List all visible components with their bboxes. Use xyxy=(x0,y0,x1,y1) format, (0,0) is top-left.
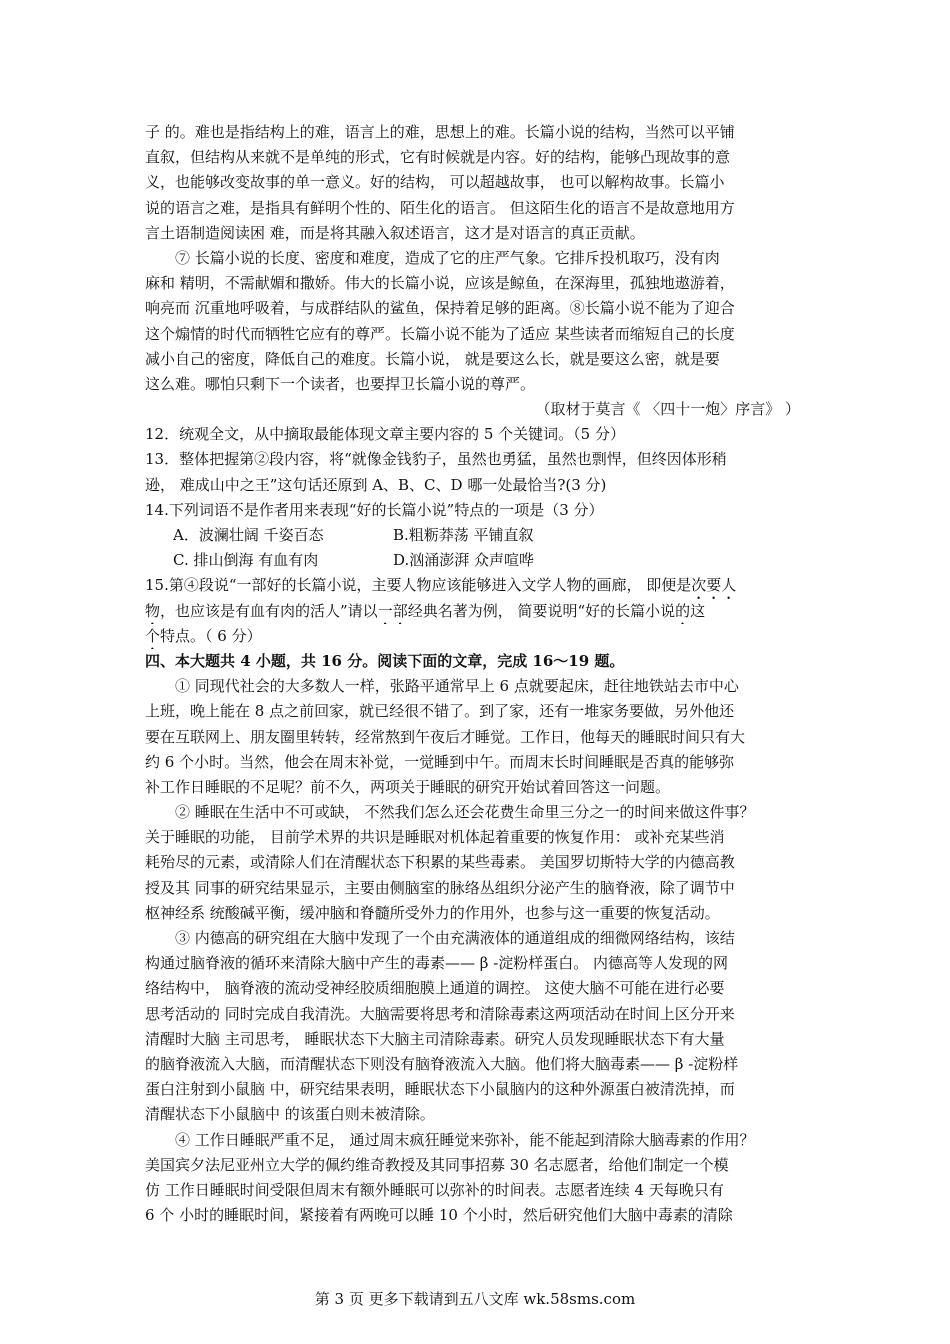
emphasized-text: 次要人 xyxy=(691,576,737,595)
option-b: B.粗粝莽荡 平铺直叙 xyxy=(393,526,534,544)
question-text: 逊， 难成山中之王”这句话还原到 A、B、C、D 哪一处最恰当?(3 分) xyxy=(145,475,607,494)
emphasized-text: 的 xyxy=(675,601,691,620)
text-line: 美国宾夕法尼亚州立大学的佩约维奇教授及其同事招募 30 名志愿者，给他们制定一个模 xyxy=(145,1155,729,1174)
emphasized-text: 个 xyxy=(145,626,161,645)
passage-continuation xyxy=(145,120,810,246)
question-text xyxy=(145,599,810,624)
text-line: 麻和 精明，不需献媚和撒娇。伟大的长篇小说，应该是鲸鱼，在深海里，孤独地遨游着， xyxy=(145,274,735,293)
section4-paragraph-4 xyxy=(145,1128,810,1229)
text-line: ① 同现代社会的大多数人一样，张路平通常早上 6 点就要起床，赶往地铁站去市中心 xyxy=(175,677,739,696)
section-heading: 四、本大题共 4 小题，共 16 分。阅读下面的文章，完成 16～19 题。 xyxy=(145,651,625,670)
page-footer: 第 3 页 更多下载请到五八文库 wk.58sms.com xyxy=(314,1290,636,1308)
question-text xyxy=(145,624,810,649)
text-line: 蛋白注射到小鼠脑 中，研究结果表明，睡眠状态下小鼠脑内的这种外源蛋白被清洗掉，而 xyxy=(145,1080,735,1099)
text-line: 6 个 小时的睡眠时间，紧接着有两晚可以睡 10 个小时，然后研究他们大脑中毒素的清除 xyxy=(145,1206,733,1225)
question-text-segment: ，也应该是有血有肉的活人”请以 xyxy=(160,601,378,620)
text-line: ⑦ 长篇小说的长度、密度和难度，造成了它的庄严气象。它排斥投机取巧，没有肉 xyxy=(175,248,720,267)
question-text-segment: 15.第④段说“一部好的长篇小说，主要人物应该能够进入文学人物的画廊， 即便是 xyxy=(145,576,692,595)
question-text-segment: 经典名著为例， 简要说明“好的长篇小说 xyxy=(407,601,676,620)
text-line: 枢神经系 统酸碱平衡，缓冲脑和脊髓所受外力的作用外，也参与这一重要的恢复活动。 xyxy=(145,903,720,922)
paragraph-7 xyxy=(145,246,810,397)
question-12 xyxy=(145,422,810,447)
question-14 xyxy=(145,498,810,574)
text-line: 说的语言之难，是指具有鲜明个性的、陌生化的语言。 但这陌生化的语言不是故意地用方 xyxy=(145,198,735,217)
text-line: 这个煽情的时代而牺牲它应有的尊严。长篇小说不能为了适应 某些读者而缩短自己的长度 xyxy=(145,324,735,343)
text-line: 直叙，但结构从来就不是单纯的形式，它有时候就是内容。好的结构，能够凸现故事的意 xyxy=(145,148,731,167)
question-13 xyxy=(145,447,810,497)
text-line: 这么难。哪怕只剩下一个读者，也要捍卫长篇小说的尊严。 xyxy=(145,374,536,393)
emphasized-text: 一部 xyxy=(377,601,408,620)
text-line: 补工作日睡眠的不足呢？前不久，两项关于睡眠的研究开始试着回答这一问题。 xyxy=(145,777,671,796)
text-line: 要在互联网上、朋友圈里转转，经常熬到午夜后才睡觉。工作日，他每天的睡眠时间只有大 xyxy=(145,727,746,746)
question-text xyxy=(145,573,810,598)
text-line: 耗殆尽的元素，或清除人们在清醒状态下积累的某些毒素。 美国罗切斯特大学的内德高教 xyxy=(145,853,735,872)
text-line: 授及其 同事的研究结果显示，主要由侧脑室的脉络丛组织分泌产生的脑脊液，除了调节中 xyxy=(145,878,735,897)
option-c: C. 排山倒海 有血有肉 xyxy=(173,551,319,570)
text-line: ② 睡眠在生活中不可或缺， 不然我们怎么还会花费生命里三分之一的时间来做这件事？ xyxy=(175,803,755,822)
page-content xyxy=(145,120,810,1228)
text-line: 减小自己的密度，降低自己的难度。长篇小说， 就是要这么长，就是要这么密，就是要 xyxy=(145,349,720,368)
text-line: 思考活动的 同时完成自我清洗。大脑需要将思考和清除毒素这两项活动在时间上区分开来 xyxy=(145,1004,735,1023)
text-line: 言土语制造阅读困 难，而是将其融入叙述语言，这才是对语言的真正贡献。 xyxy=(145,223,645,242)
question-text: 14.下列词语不是作者用来表现“好的长篇小说”特点的一项是（3 分） xyxy=(145,500,604,519)
text-line: ③ 内德高的研究组在大脑中发现了一个由充满液体的通道组成的细微网络结构，该结 xyxy=(175,929,735,947)
section4-paragraph-2 xyxy=(145,800,810,926)
text-line: 上班，晚上能在 8 点之前回家，就已经很不错了。到了家，还有一堆家务要做，另外他还 xyxy=(145,702,735,721)
option-d: D.汹涌澎湃 众声喧哗 xyxy=(393,551,535,570)
text-line: 络结构中， 脑脊液的流动受神经胶质细胞膜上通道的调控。 这使大脑不可能在进行必要 xyxy=(145,979,725,998)
question-text: 13．整体把握第②段内容，将“就像金钱豹子，虽然也勇猛，虽然也剽悍，但终因体形稍 xyxy=(145,450,727,469)
question-text-segment: 特点。（ 6 分） xyxy=(160,626,262,645)
emphasized-text: 物 xyxy=(145,601,161,620)
text-line: 响亮而 沉重地呼吸着，与成群结队的鲨鱼，保持着足够的距离。⑧长篇小说不能为了迎合 xyxy=(145,299,735,318)
text-line: 关于睡眠的功能， 目前学术界的共识是睡眠对机体起着重要的恢复作用： 或补充某些消 xyxy=(145,828,725,847)
text-line: 的脑脊液流入大脑，而清醒状态下则没有脑脊液流入大脑。他们将大脑毒素—— β -淀粉样 xyxy=(145,1054,739,1073)
text-line: 构通过脑脊液的循环来清除大脑中产生的毒素—— β -淀粉样蛋白。 内德高等人发现的网 xyxy=(145,954,729,973)
source-citation: （取材于莫言《 〈四十一炮〉序言》 ） xyxy=(535,400,800,419)
question-text: 12．统观全文，从中摘取最能体现文章主要内容的 5 个关键词。（5 分） xyxy=(145,425,625,444)
text-line: 清醒时大脑 主司思考， 睡眠状态下大脑主司清除毒素。研究人员发现睡眠状态下有大量 xyxy=(145,1029,725,1048)
text-line: 义，也能够改变故事的单一意义。好的结构， 可以超越故事， 也可以解构故事。长篇小 xyxy=(145,173,725,192)
option-row xyxy=(145,523,810,548)
section4-paragraph-1 xyxy=(145,674,810,800)
text-line: ④ 工作日睡眠严重不足， 通过周末疯狂睡觉来弥补，能不能起到清除大脑毒素的作用？ xyxy=(175,1130,755,1149)
section4-paragraph-3 xyxy=(145,926,810,1128)
option-a: A．波澜壮阔 千姿百态 xyxy=(173,526,324,544)
text-line: 子 的。难也是指结构上的难，语言上的难，思想上的难。长篇小说的结构，当然可以平铺 xyxy=(145,123,735,141)
text-line: 仿 工作日睡眠时间受限但周末有额外睡眠可以弥补的时间表。志愿者连续 4 天每晚只有 xyxy=(145,1180,724,1199)
option-row xyxy=(145,548,810,573)
text-line: 约 6 个小时。当然，他会在周末补觉，一觉睡到中午。而周末长时间睡眠是否真的能够弥 xyxy=(145,752,735,771)
text-line: 清醒状态下小鼠脑中 的该蛋白则未被清除。 xyxy=(145,1105,435,1124)
question-text-segment: 这 xyxy=(690,601,706,620)
question-15 xyxy=(145,573,810,649)
